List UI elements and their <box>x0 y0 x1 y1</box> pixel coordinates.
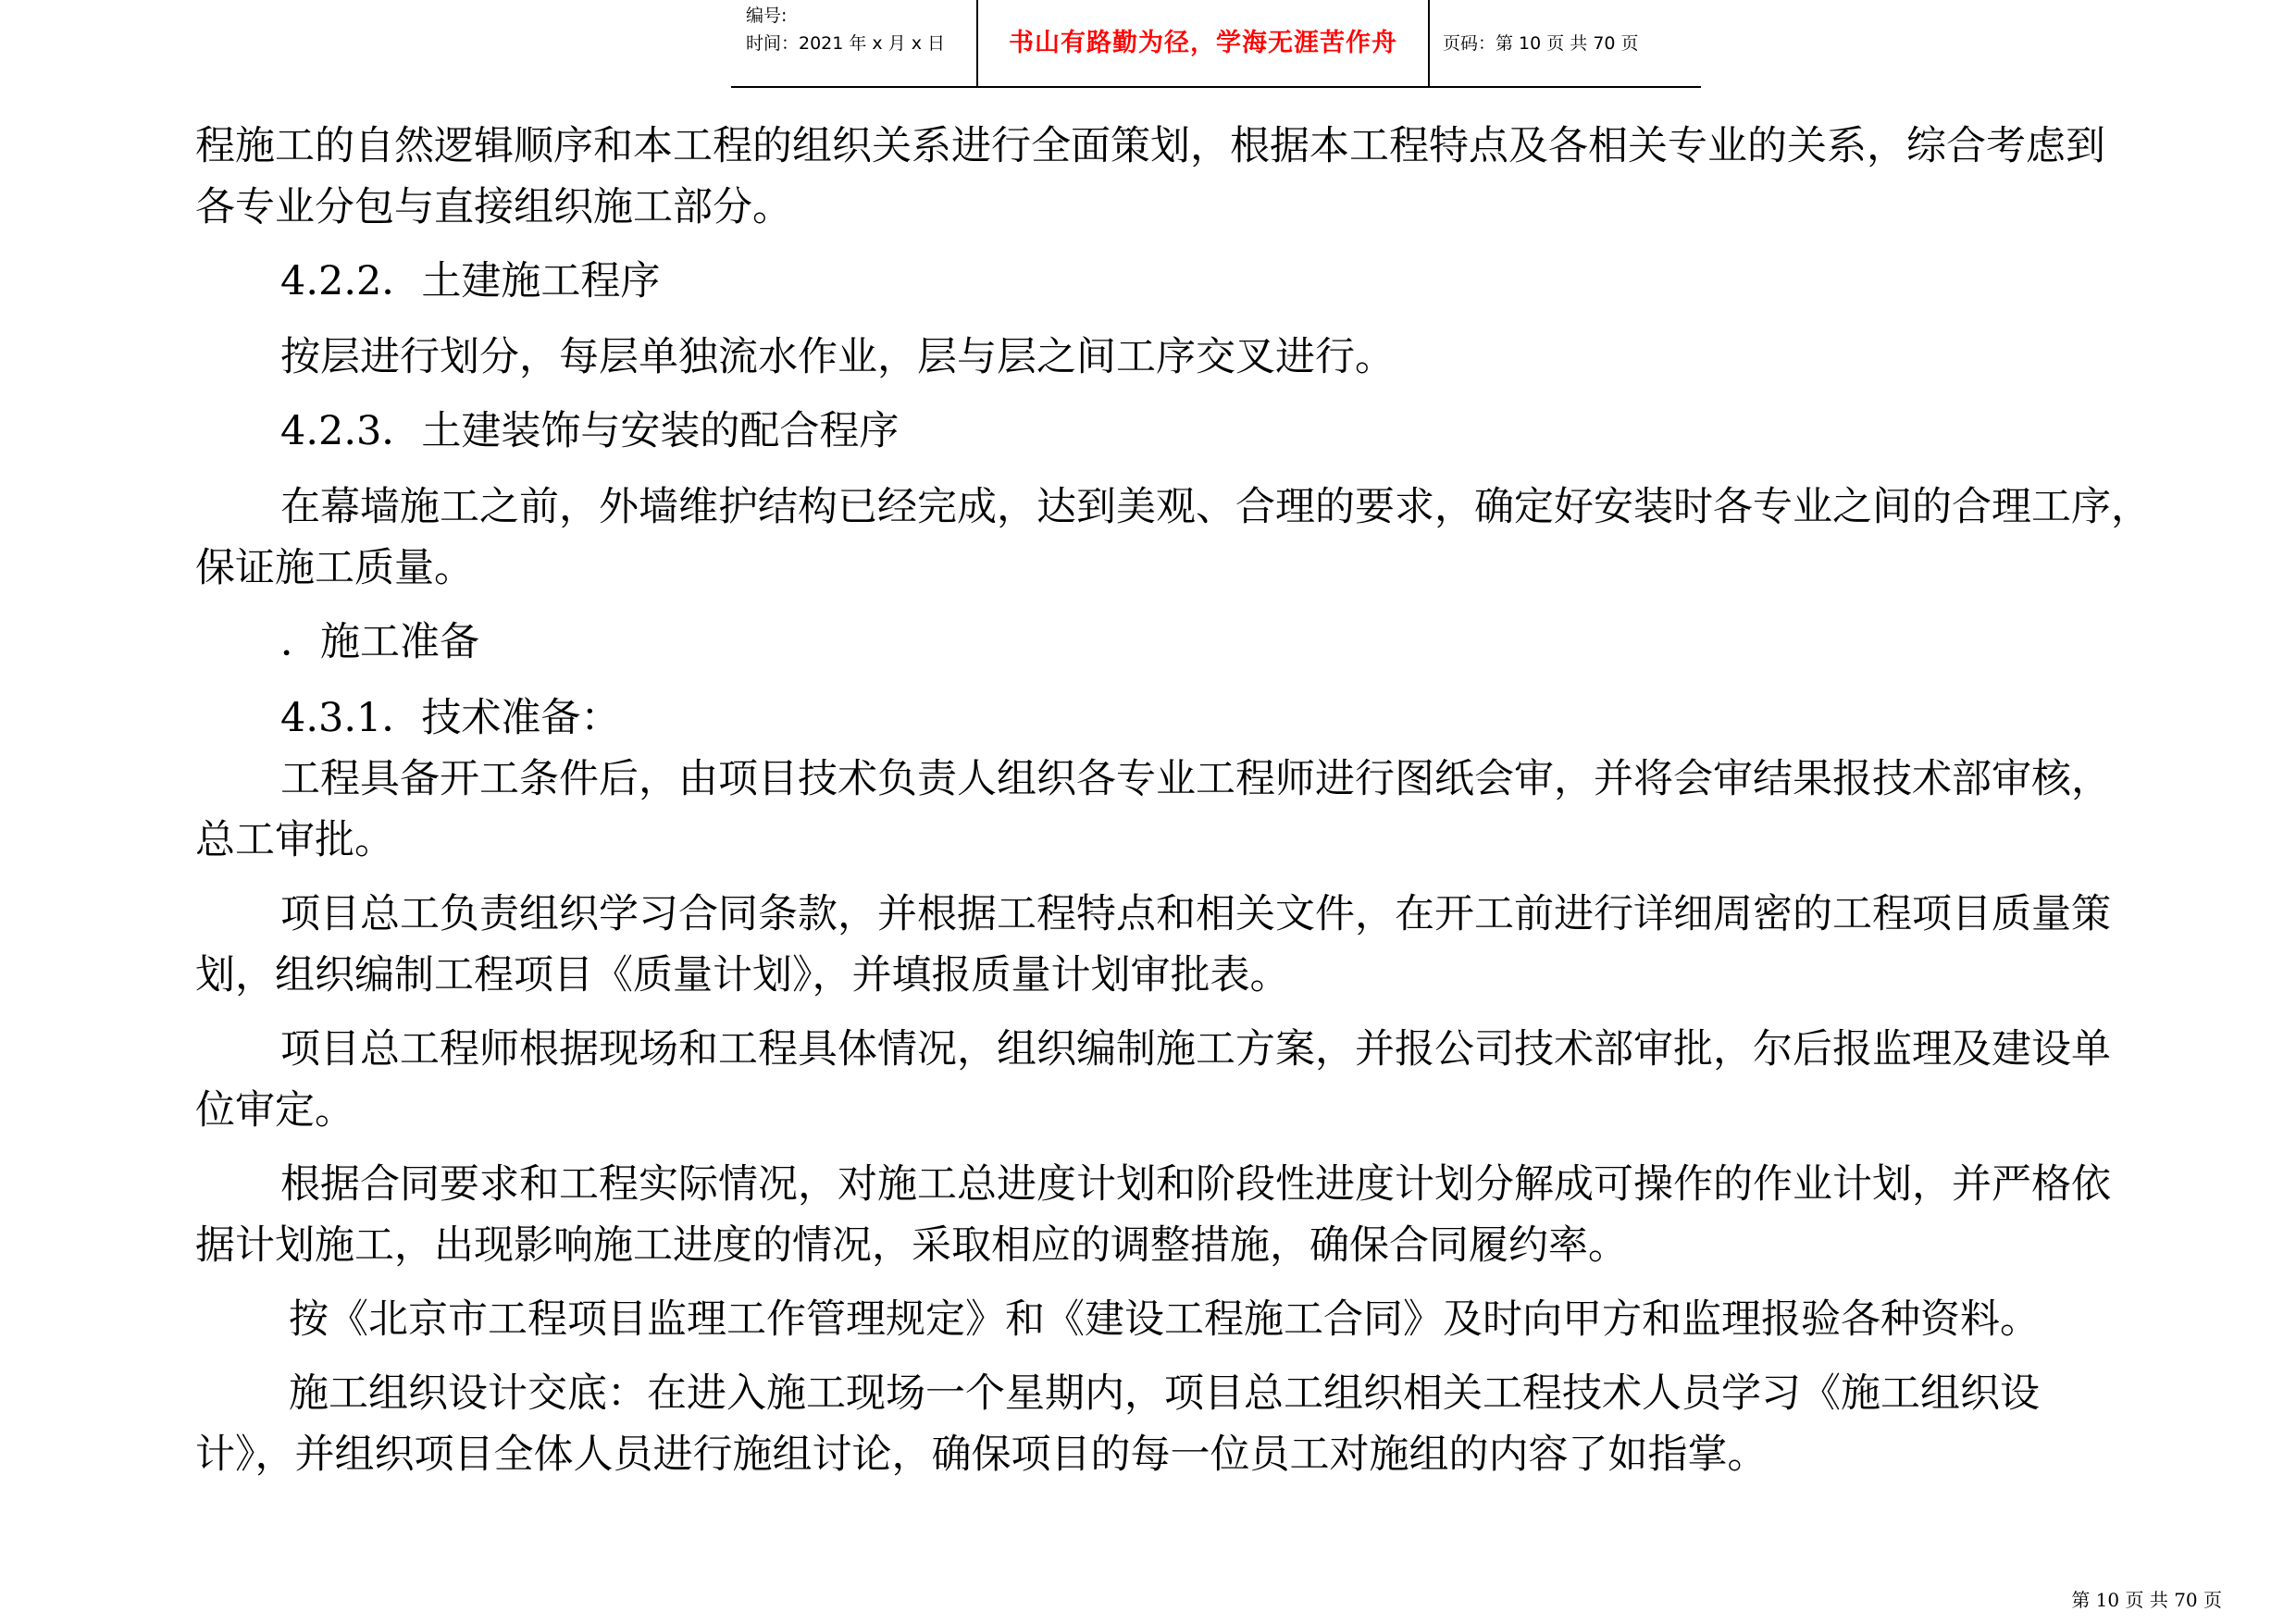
text-line: 程施工的自然逻辑顺序和本工程的组织关系进行全面策划，根据本工程特点及各相关专业的关系，综合考虑到 <box>195 123 2105 169</box>
paragraph <box>195 1019 2259 1141</box>
text-line: 4.3.1．技术准备： <box>280 695 621 741</box>
text-line: ．施工准备 <box>280 619 479 665</box>
text-line: 据计划施工，出现影响施工进度的情况，采取相应的调整措施，确保合同履约率。 <box>195 1222 1628 1269</box>
paragraph <box>195 1289 2259 1350</box>
text-line: 4.2.3．土建装饰与安装的配合程序 <box>280 408 900 454</box>
header-motto-cell <box>976 0 1430 86</box>
text-line: 根据合同要求和工程实际情况，对施工总进度计划和阶段性进度计划分解成可操作的作业计划，并严格依 <box>280 1161 2111 1208</box>
paragraph <box>195 1363 2259 1485</box>
section-heading <box>195 688 2259 749</box>
text-line: 项目总工负责组织学习合同条款，并根据工程特点和相关文件，在开工前进行详细周密的工程项目质量策 <box>280 891 2111 937</box>
text-line: 总工审批。 <box>195 817 394 863</box>
text-line: 项目总工程师根据现场和工程具体情况，组织编制施工方案，并报公司技术部审批，尔后报监理及建设单 <box>280 1026 2111 1072</box>
paragraph <box>195 749 2259 871</box>
text-line: 按《北京市工程项目监理工作管理规定》和《建设工程施工合同》及时向甲方和监理报验各种资料。 <box>289 1296 2040 1343</box>
section-heading <box>195 612 2259 673</box>
paragraph <box>195 1154 2259 1276</box>
header-page-number: 页码：第 10 页 共 70 页 <box>1443 33 1639 54</box>
header-motto: 书山有路勤为径，学海无涯苦作舟 <box>1009 29 1397 57</box>
document-time-label: 时间：2021 年 x 月 x 日 <box>746 33 946 54</box>
text-line: 按层进行划分，每层单独流水作业，层与层之间工序交叉进行。 <box>280 334 1395 380</box>
paragraph <box>195 116 2259 238</box>
footer-page-number: 第 10 页 共 70 页 <box>2071 1589 2222 1611</box>
paragraph <box>195 477 2259 599</box>
text-line: 工程具备开工条件后，由项目技术负责人组织各专业工程师进行图纸会审，并将会审结果报技术部审核， <box>280 756 2111 802</box>
text-line: 4.2.2．土建施工程序 <box>280 258 661 304</box>
page-footer <box>2071 1585 2222 1612</box>
text-line: 在幕墙施工之前，外墙维护结构已经完成，达到美观、合理的要求，确定好安装时各专业之间的合理工序， <box>280 484 2151 530</box>
text-line: 各专业分包与直接组织施工部分。 <box>195 184 792 230</box>
text-line: 计》，并组织项目全体人员进行施组讨论，确保项目的每一位员工对施组的内容了如指掌。 <box>195 1432 1768 1478</box>
paragraph <box>195 884 2259 1006</box>
page-header <box>731 0 1701 88</box>
text-line: 划，组织编制工程项目《质量计划》，并填报质量计划审批表。 <box>195 952 1290 998</box>
header-page-cell <box>1430 0 1701 86</box>
paragraph <box>195 327 2259 388</box>
section-heading <box>195 251 2259 312</box>
text-line: 施工组织设计交底：在进入施工现场一个星期内，项目总工组织相关工程技术人员学习《施工组织设 <box>289 1370 2040 1417</box>
text-line: 位审定。 <box>195 1087 354 1134</box>
header-info <box>731 0 976 86</box>
text-line: 保证施工质量。 <box>195 545 474 591</box>
document-number-label: 编号: <box>746 6 788 26</box>
section-heading <box>195 401 2259 462</box>
document-body <box>195 116 2259 1498</box>
